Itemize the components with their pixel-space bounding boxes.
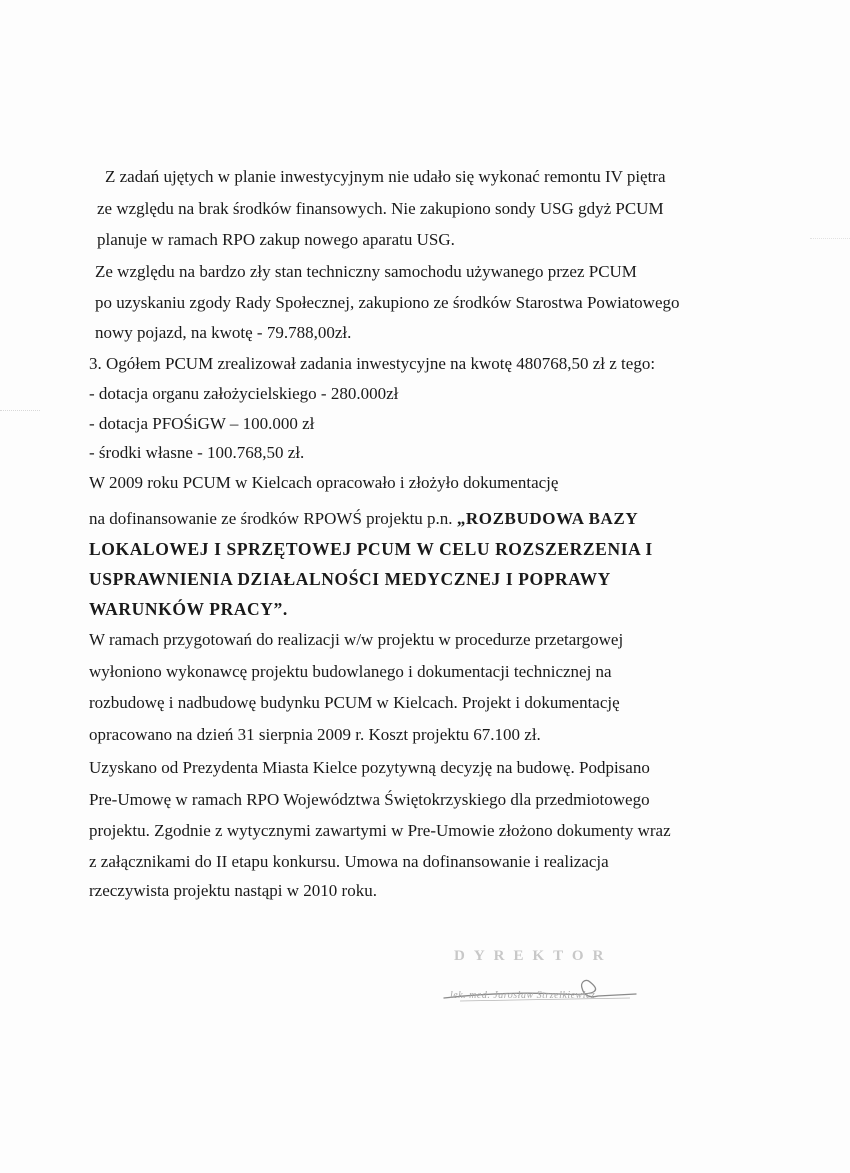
paragraph-line: z załącznikami do II etapu konkursu. Umowa na dofinansowanie i realizacja [89,852,609,871]
signature-stamp [440,948,670,1018]
paragraph-line: nowy pojazd, na kwotę - 79.788,00zł. [95,323,352,342]
list-item: - środki własne - 100.768,50 zł. [89,443,305,462]
handwritten-signature [440,968,670,1008]
paragraph-text: na dofinansowanie ze środków RPOWŚ projektu p.n. [89,509,457,528]
paragraph-line: ze względu na brak środków finansowych. Nie zakupiono sondy USG gdyż PCUM [97,199,664,218]
project-title-line: LOKALOWEJ I SPRZĘTOWEJ PCUM W CELU ROZSZERZENIA I [89,539,653,559]
scan-edge-mark [0,410,40,413]
stamp-name: lek. med. Jarosław Strzelkiewicz [450,990,596,1001]
paragraph-line: W 2009 roku PCUM w Kielcach opracowało i złożyło dokumentację [89,473,559,492]
paragraph-line: Z zadań ujętych w planie inwestycyjnym nie udało się wykonać remontu IV piętra [105,167,666,186]
paragraph-line: rozbudowę i nadbudowę budynku PCUM w Kielcach. Projekt i dokumentację [89,693,620,712]
paragraph-line: W ramach przygotowań do realizacji w/w projektu w procedurze przetargowej [89,630,624,649]
paragraph-line: 3. Ogółem PCUM zrealizował zadania inwestycyjne na kwotę 480768,50 zł z tego: [89,354,656,373]
scan-edge-mark-right [810,238,850,241]
paragraph-line: opracowano na dzień 31 sierpnia 2009 r. Koszt projektu 67.100 zł. [89,725,541,744]
paragraph-line: Pre-Umowę w ramach RPO Województwa Świętokrzyskiego dla przedmiotowego [89,790,650,809]
list-item: - dotacja PFOŚiGW – 100.000 zł [89,414,315,433]
list-item: - dotacja organu założycielskiego - 280.000zł [89,384,399,403]
paragraph-line: planuje w ramach RPO zakup nowego aparatu USG. [97,230,455,249]
project-title-start: „ROZBUDOWA BAZY [456,509,639,528]
paragraph-line: wyłoniono wykonawcę projektu budowlanego i dokumentacji technicznej na [89,662,612,681]
paragraph-line: po uzyskaniu zgody Rady Społecznej, zakupiono ze środków Starostwa Powiatowego [95,293,680,312]
stamp-title: DYREKTOR [454,948,613,964]
paragraph-line: Uzyskano od Prezydenta Miasta Kielce pozytywną decyzję na budowę. Podpisano [89,758,650,777]
project-title-line: WARUNKÓW PRACY”. [89,599,288,619]
paragraph-line: Ze względu na bardzo zły stan techniczny samochodu używanego przez PCUM [95,262,637,281]
project-title-line: USPRAWNIENIA DZIAŁALNOŚCI MEDYCZNEJ I POPRAWY [89,569,611,589]
paragraph-line: rzeczywista projektu nastąpi w 2010 roku. [89,881,377,900]
paragraph-line [89,509,638,529]
paragraph-line: projektu. Zgodnie z wytycznymi zawartymi w Pre-Umowie złożono dokumenty wraz [89,821,671,840]
